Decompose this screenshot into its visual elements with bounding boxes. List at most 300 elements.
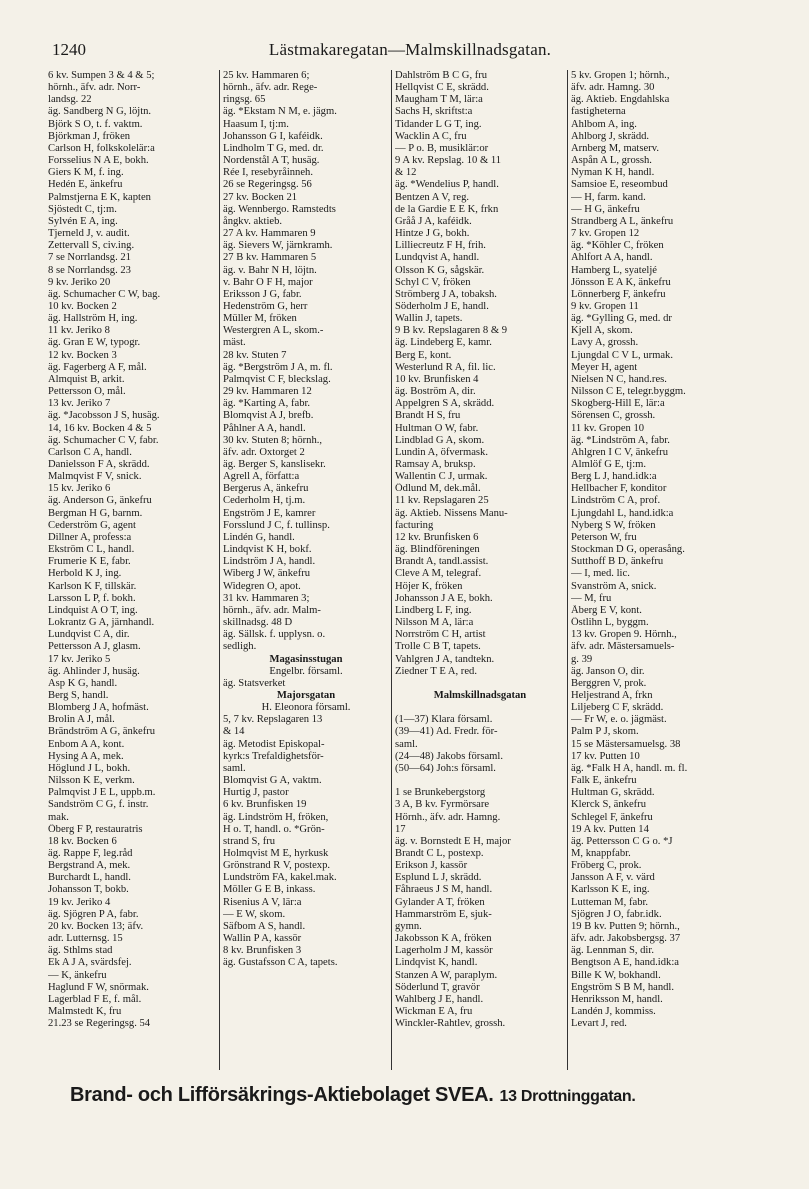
directory-entry: Zettervall S, civ.ing. — [48, 240, 135, 252]
directory-entry: 1 se Brunkebergstorg — [395, 787, 486, 799]
directory-entry: Ljungdal C V L, urmak. — [571, 349, 674, 361]
directory-entry: — H, farm. kand. — [571, 191, 646, 203]
directory-entry: 9 A kv. Repslag. 10 & 11 — [395, 155, 502, 167]
directory-entry: 9 kv. Gropen 11 — [571, 300, 639, 312]
directory-entry: skillnadsg. 48 D — [223, 617, 293, 629]
directory-entry: (24—48) Jakobs församl. — [395, 750, 503, 762]
directory-entry: 13 kv. Gropen 9. Hörnh., — [571, 629, 677, 641]
directory-entry: Brandt C L, postexp. — [395, 848, 484, 859]
directory-entry: — E W, skom. — [223, 908, 286, 920]
directory-entry: Bergstrand A, mek. — [48, 860, 131, 872]
directory-entry: g. 39 — [571, 653, 593, 665]
directory-entry: Östlihn L, byggm. — [571, 617, 649, 629]
directory-entry: Nilsson C E, telegr.byggm. — [571, 386, 686, 398]
directory-entry: Palmqvist J E L, uppb.m. — [48, 787, 156, 799]
directory-entry: Påhlner A A, handl. — [223, 422, 306, 434]
directory-entry: Ahlgren I C V, änkefru — [571, 446, 668, 458]
directory-entry: — H G, änkefru — [571, 203, 640, 215]
directory-entry: Schlegel F, änkefru — [571, 811, 653, 823]
directory-entry: Dillner A, profess:a — [48, 531, 132, 543]
directory-entry: Pettersson A J, glasm. — [48, 641, 141, 653]
advertiser-address: 13 Drottninggatan. — [499, 1088, 636, 1105]
directory-entry: Nordenstål A T, husäg. — [223, 155, 320, 167]
directory-entry: Hedenström G, herr — [223, 300, 308, 312]
directory-entry: Berggren V, prok. — [571, 677, 647, 689]
directory-entry: Sylvén E A, ing. — [48, 215, 118, 227]
directory-entry: Björk S O, t. f. vaktm. — [48, 118, 143, 130]
directory-entry: — M, fru — [571, 592, 612, 604]
directory-entry: Almquist B, arkit. — [48, 373, 125, 385]
directory-entry: 11 kv. Repslagaren 25 — [395, 495, 489, 507]
directory-entry: Nyberg S W, fröken — [571, 519, 656, 531]
directory-entry: äfv. adr. Hamng. 30 — [571, 82, 655, 94]
directory-entry: & 12 — [395, 167, 417, 179]
directory-entry: Wallentin C J, urmak. — [395, 471, 488, 483]
directory-entry: Hellbacher F, konditor — [571, 483, 667, 495]
directory-entry: Öberg F P, restauratris — [48, 823, 143, 835]
directory-entry: Cederholm H, tj.m. — [223, 495, 306, 507]
directory-entry: saml. — [395, 738, 418, 750]
directory-entry: Blomqvist A J, brefb. — [223, 410, 314, 422]
directory-entry: Tjerneld J, v. audit. — [48, 228, 130, 240]
directory-entry: mak. — [48, 811, 69, 823]
directory-entry: Wickman E A, fru — [395, 1006, 473, 1018]
directory-entry: adr. Lutternsg. 15 — [48, 933, 123, 945]
section-heading: Magasinsstugan — [269, 653, 343, 665]
section-heading: Malmskillnadsgatan — [433, 689, 527, 701]
directory-entry: Möller G E B, inkass. — [223, 884, 316, 896]
directory-entry: 19 A kv. Putten 14 — [571, 823, 649, 835]
directory-entry: 10 kv. Brunfisken 4 — [395, 373, 479, 385]
directory-entry: Sjögren J O, fabr.idk. — [571, 908, 662, 920]
directory-entry: Tidander L G T, ing. — [395, 118, 482, 130]
directory-entry: — P o. B, musiklär:or — [395, 142, 489, 154]
directory-entry: facturing — [395, 519, 434, 531]
directory-entry: 11 kv. Gropen 10 — [571, 422, 645, 434]
directory-entry: Gylander A T, fröken — [395, 896, 485, 908]
directory-entry: 12 kv. Bocken 3 — [48, 349, 117, 361]
directory-entry: Lundqvist C A, dir. — [48, 629, 130, 641]
directory-entry: H. Eleonora församl. — [261, 702, 351, 714]
directory-entry: 19 kv. Jeriko 4 — [48, 896, 111, 908]
directory-entry: — I, med. lic. — [571, 568, 630, 580]
directory-entry: Blomqvist G A, vaktm. — [223, 775, 322, 787]
section-heading: Majorsgatan — [276, 689, 336, 701]
directory-entry: Bille K W, bokhandl. — [571, 969, 661, 981]
directory-entry: 28 kv. Stuten 7 — [223, 349, 287, 361]
directory-entry: äg. Sievers W, järnkramh. — [223, 240, 333, 252]
directory-entry: Forsselius N A E, bokh. — [48, 155, 149, 167]
directory-entry: Falk E, änkefru — [571, 775, 637, 787]
directory-entry: Wallin P A, kassör — [223, 933, 302, 945]
directory-entry: Palmqvist C F, bleckslag. — [223, 373, 331, 385]
directory-entry: Lagerholm J M, kassör — [395, 945, 493, 957]
directory-entry: Lindqvist K H, bokf. — [223, 544, 312, 556]
directory-entry: äg. Statsverket — [223, 677, 286, 689]
directory-entry: 12 kv. Brunfisken 6 — [395, 531, 479, 543]
directory-entry: Larsson L P, f. bokh. — [48, 592, 136, 604]
directory-entry: 17 kv. Putten 10 — [571, 750, 640, 762]
directory-entry: Dahlström B C G, fru — [395, 70, 488, 81]
directory-entry: Lilliecreutz F H, frih. — [395, 240, 486, 252]
directory-entry: Johansson T, bokb. — [48, 884, 129, 896]
directory-entry: Sutthoff B D, änkefru — [571, 556, 664, 568]
directory-entry: Nielsen N C, hand.res. — [571, 373, 667, 385]
directory-entry: 20 kv. Bocken 13; äfv. — [48, 920, 144, 932]
directory-entry: äg. Gran E W, typogr. — [48, 337, 141, 349]
directory-entry: Klerck S, änkefru — [571, 799, 647, 811]
directory-entry: Ahlborg J, skrädd. — [571, 130, 650, 142]
directory-entry: Malmqvist F V, snick. — [48, 471, 142, 483]
directory-entry: Palmstjerna E K, kapten — [48, 191, 151, 203]
directory-entry: äg. Aktieb. Nissens Manu- — [395, 507, 508, 519]
directory-entry: Lundqvist A, handl. — [395, 252, 480, 264]
directory-entry: Berg S, handl. — [48, 689, 109, 701]
directory-entry: äg. Boström A, dir. — [395, 386, 476, 398]
directory-entry: äg. Schumacher C V, fabr. — [48, 434, 159, 446]
directory-entry: Ödlund M, dek.mål. — [395, 483, 481, 495]
directory-entry: Asp K G, handl. — [48, 677, 118, 689]
directory-entry: 18 kv. Bocken 6 — [48, 835, 117, 847]
directory-entry: Karlsson K E, ing. — [571, 884, 650, 896]
directory-entry: äg. Metodist Episkopal- — [223, 738, 325, 750]
directory-entry: äg. Gustafsson C A, tapets. — [223, 957, 338, 969]
directory-entry: Wahlberg J E, handl. — [395, 993, 484, 1005]
directory-entry: Jakobsson K A, fröken — [395, 933, 492, 945]
directory-entry: äg. *Gylling G, med. dr — [571, 313, 672, 325]
directory-entry: Brändström A G, änkefru — [48, 726, 156, 738]
directory-entry: Åberg E V, kont. — [571, 604, 642, 616]
directory-entry: v. Bahr O F H, major — [223, 276, 313, 288]
directory-entry: Trolle C B T, tapets. — [395, 641, 481, 653]
directory-entry: Berg E, kont. — [395, 349, 452, 361]
directory-entry: — Fr W, e. o. jägmäst. — [571, 714, 667, 726]
directory-entry: Hellqvist C E, skrädd. — [395, 82, 489, 94]
directory-entry: Haasum I, tj:m. — [223, 118, 289, 130]
directory-entry: Enbom A A, kont. — [48, 738, 125, 750]
directory-entry: Eriksson J G, fabr. — [223, 288, 302, 300]
directory-entry: Sachs H, skriftst:a — [395, 106, 473, 118]
directory-entry: 21.23 se Regeringsg. 54 — [48, 1018, 151, 1030]
directory-entry: Meyer H, agent — [571, 361, 638, 373]
directory-entry: Gråå J A, kaféidk. — [395, 215, 472, 227]
directory-entry: Lindquist A O T, ing. — [48, 604, 138, 616]
column-4 — [567, 70, 776, 1070]
directory-entry: Müller M, fröken — [223, 313, 297, 325]
directory-entry: 31 kv. Hammaren 3; — [223, 592, 310, 604]
directory-entry: Höglund J L, bokh. — [48, 762, 131, 774]
page-title: Lästmakaregatan—Malmskillnadsgatan. — [268, 40, 552, 59]
directory-entry: landsg. 22 — [48, 94, 92, 106]
directory-entry: äg. Hallström H, ing. — [48, 313, 138, 325]
directory-entry: 27 A kv. Hammaren 9 — [223, 228, 316, 240]
directory-entry: 27 kv. Bocken 21 — [223, 191, 298, 203]
directory-entry: 15 kv. Jeriko 6 — [48, 483, 111, 495]
directory-entry: 5, 7 kv. Repslagaren 13 — [223, 714, 323, 726]
directory-entry: Lindqvist K, handl. — [395, 957, 478, 969]
directory-entry: 14, 16 kv. Bocken 4 & 5 — [48, 422, 152, 434]
directory-entry: 8 se Norrlandsg. 23 — [48, 264, 131, 276]
directory-entry: Hultman G, skrädd. — [571, 787, 655, 799]
directory-entry: Ramsay A, bruksp. — [395, 459, 476, 470]
directory-entry: Lindström J A, handl. — [223, 556, 316, 568]
directory-entry: äg. Schumacher C W, bag. — [48, 288, 161, 300]
directory-entry: Strömberg J A, tobaksh. — [395, 288, 497, 300]
directory-entry: äg. Sjögren P A, fabr. — [48, 908, 139, 920]
directory-entry: äg. Sandberg N G, löjtn. — [48, 106, 152, 118]
directory-entry: Johansson G I, kaféidk. — [223, 130, 323, 142]
directory-entry: Lindberg L F, ing. — [395, 604, 472, 616]
directory-entry: & 14 — [223, 726, 245, 738]
directory-entry: Engström J E, kamrer — [223, 507, 316, 519]
directory-entry: Aspån A L, grossh. — [571, 155, 652, 167]
directory-entry: Stanzen A W, paraplym. — [395, 969, 498, 981]
directory-entry: Almlöf G E, tj:m. — [571, 459, 647, 470]
directory-entry: äg. Ahlinder J, husäg. — [48, 665, 140, 677]
directory-entry: Cederström G, agent — [48, 519, 136, 531]
directory-entry: äg. *Falk H A, handl. m. fl. — [571, 762, 688, 774]
directory-entry: 9 kv. Jeriko 20 — [48, 276, 111, 288]
directory-entry: Westerlund R A, fil. lic. — [395, 361, 496, 373]
directory-entry: Burchardt L, handl. — [48, 872, 131, 884]
directory-entry: Ljungdahl L, hand.idk:a — [571, 507, 674, 519]
directory-entry: Rée I, resebyråinneh. — [223, 167, 314, 179]
directory-entry: 8 kv. Brunfisken 3 — [223, 945, 302, 957]
directory-entry: Ek A J A, svärdsfej. — [48, 957, 132, 969]
directory-entry: Haglund F W, snörmak. — [48, 981, 149, 993]
directory-entry: ringsg. 65 — [223, 94, 266, 106]
directory-entry: Esplund L J, skrädd. — [395, 872, 482, 884]
directory-entry: 7 se Norrlandsg. 21 — [48, 252, 131, 264]
directory-entry: hörnh., äfv. adr. Rege- — [223, 82, 318, 94]
directory-entry: äg. v. Bahr N H, löjtn. — [223, 264, 317, 276]
directory-entry: äg. Berger S, kanslisekr. — [223, 459, 326, 470]
directory-entry: äg. *Karting A, fabr. — [223, 398, 311, 410]
directory-entry: Hedén E, änkefru — [48, 179, 123, 191]
directory-entry: M, knappfabr. — [571, 848, 631, 859]
directory-entry: Appelgren S A, skrädd. — [395, 398, 495, 410]
directory-entry: Cleve A M, telegraf. — [395, 568, 482, 580]
directory-entry: äg. Lindeberg E, kamr. — [395, 337, 492, 349]
directory-entry: Hysing A A, mek. — [48, 750, 124, 762]
directory-entry: 30 kv. Stuten 8; hörnh., — [223, 434, 323, 446]
directory-entry: Jönsson E A K, änkefru — [571, 276, 671, 288]
directory-entry: Söderlund T, gravör — [395, 981, 480, 993]
directory-entry: Jansson A F, v. värd — [571, 872, 655, 884]
directory-entry: äg. *Bergström J A, m. fl. — [223, 361, 333, 373]
directory-entry: Sörensen C, grossh. — [571, 410, 656, 422]
directory-entry: äfv. adr. Mästersamuels- — [571, 641, 675, 653]
directory-entry: 15 se Mästersamuelsg. 38 — [571, 738, 681, 750]
directory-entry: Blomberg J A, hofmäst. — [48, 702, 149, 714]
directory-entry: 11 kv. Jeriko 8 — [48, 325, 110, 337]
directory-entry: 3 A, B kv. Fyrmörsare — [395, 799, 490, 811]
directory-entry: saml. — [223, 762, 246, 774]
directory-entry: Carlson H, folkskolelär:a — [48, 142, 155, 154]
directory-entry: Olsson K G, sågskär. — [395, 264, 485, 276]
directory-entry: äfv. adr. Jakobsbergsg. 37 — [571, 933, 681, 945]
directory-entry: Samsioe E, reseombud — [571, 179, 668, 191]
directory-entry: mäst. — [223, 337, 246, 349]
directory-entry: Frumerie K E, fabr. — [48, 556, 131, 568]
column-1 — [48, 70, 219, 1070]
directory-entry: Palm P J, skom. — [571, 726, 639, 738]
directory-entry: Strandberg A L, änkefru — [571, 215, 674, 227]
directory-entry: Landén J, kommiss. — [571, 1006, 656, 1018]
directory-entry: (39—41) Ad. Fredr. för- — [395, 726, 498, 738]
directory-entry: Fåhraeus J S M, handl. — [395, 884, 493, 896]
directory-entry: Vahlgren J A, tandtekn. — [395, 653, 495, 665]
directory-entry: Lundström FA, kakel.mak. — [223, 872, 337, 884]
directory-entry: ångkv. aktieb. — [223, 215, 283, 227]
directory-entry: Winckler-Rahtlev, grossh. — [395, 1018, 506, 1030]
directory-entry: 26 se Regeringsg. 56 — [223, 179, 312, 191]
directory-entry: Lindén G, handl. — [223, 531, 295, 543]
directory-entry: äg. Lindström H, fröken, — [223, 811, 329, 823]
directory-entry: Nilsson M A, lär:a — [395, 617, 474, 629]
directory-entry: Erikson J, kassör — [395, 860, 468, 872]
directory-entry: 13 kv. Jeriko 7 — [48, 398, 111, 410]
column-3 — [391, 70, 567, 1070]
directory-entry: Hörnh., äfv. adr. Hamng. — [395, 811, 501, 823]
directory-entry: 17 — [395, 823, 406, 835]
directory-entry: Risenius A V, lär:a — [223, 896, 302, 908]
directory-columns — [48, 70, 776, 1070]
directory-entry — [395, 775, 565, 787]
directory-entry: Lönnerberg F, änkefru — [571, 288, 666, 300]
directory-entry: 25 kv. Hammaren 6; — [223, 70, 310, 81]
directory-entry: Brandt A, tandl.assist. — [395, 556, 489, 568]
directory-entry: Heljestrand A, frkn — [571, 689, 653, 701]
directory-entry: Maugham T M, lär:a — [395, 94, 483, 106]
directory-entry: Fröberg C, prok. — [571, 860, 642, 872]
directory-entry: Wiberg J W, änkefru — [223, 568, 311, 580]
directory-entry: strand S, fru — [223, 835, 276, 847]
directory-entry: Svanström A, snick. — [571, 580, 657, 592]
directory-entry: Lundin A, öfvermask. — [395, 446, 488, 458]
directory-entry: äg. Rappe F, leg.råd — [48, 848, 133, 859]
directory-entry: Lagerblad F E, f. mål. — [48, 993, 142, 1005]
column-2 — [219, 70, 391, 1070]
directory-entry: Norrström C H, artist — [395, 629, 486, 641]
directory-entry: äg. *Jacobsson J S, husäg. — [48, 410, 160, 422]
directory-entry: Bergerus A, änkefru — [223, 483, 309, 495]
directory-entry: Giers K M, f. ing. — [48, 167, 124, 179]
directory-entry: äg. Lennman S, dir. — [571, 945, 654, 957]
directory-entry: Söderholm J E, handl. — [395, 300, 489, 312]
directory-entry: Skogberg-Hill E, lär:a — [571, 398, 665, 410]
directory-entry: Lokrantz G A, järnhandl. — [48, 617, 155, 629]
directory-entry: Westergren A L, skom.- — [223, 325, 324, 337]
directory-entry: Henriksson M, handl. — [571, 993, 663, 1005]
page-header — [50, 40, 770, 64]
directory-entry: äg. Wennbergo. Ramstedts — [223, 203, 336, 215]
directory-entry: Bergman H G, barnm. — [48, 507, 143, 519]
directory-entry: Widegren O, apot. — [223, 580, 301, 592]
directory-entry: äg. Blindföreningen — [395, 544, 480, 556]
directory-entry: kyrk:s Trefaldighetsför- — [223, 750, 324, 762]
directory-entry: äg. Pettersson C G o. *J — [571, 835, 673, 847]
directory-entry: Hultman O W, fabr. — [395, 422, 479, 434]
directory-entry: Nilsson K E, verkm. — [48, 775, 135, 787]
directory-entry: Ahlbom A, ing. — [571, 118, 637, 130]
directory-entry: Ekström C L, handl. — [48, 544, 135, 556]
directory-entry: äg. *Lindström A, fabr. — [571, 434, 670, 446]
directory-entry: — K, änkefru — [48, 969, 107, 981]
directory-entry: 29 kv. Hammaren 12 — [223, 386, 312, 398]
directory-entry: äg. Sthlms stad — [48, 945, 113, 957]
directory-entry: 6 kv. Sumpen 3 & 4 & 5; — [48, 70, 155, 81]
directory-entry: äg. Anderson G, änkefru — [48, 495, 152, 507]
directory-entry: Hurtig J, pastor — [223, 787, 289, 799]
directory-entry: äg. *Ekstam N M, e. jägm. — [223, 106, 337, 118]
directory-entry: Bentzen A V, reg. — [395, 191, 470, 203]
directory-entry: Björkman J, fröken — [48, 130, 131, 142]
advertisement-footer — [70, 1084, 770, 1114]
directory-entry: Engelbr. församl. — [269, 665, 343, 677]
directory-entry: Lavy A, grossh. — [571, 337, 639, 349]
directory-entry: Sjöstedt C, tj:m. — [48, 203, 117, 215]
directory-entry: hörnh., äfv. adr. Malm- — [223, 604, 321, 616]
directory-entry: Arnberg M, matserv. — [571, 142, 659, 154]
directory-entry: 6 kv. Brunfisken 19 — [223, 799, 307, 811]
directory-entry: hörnh., äfv. adr. Norr- — [48, 82, 141, 94]
directory-entry: 5 kv. Gropen 1; hörnh., — [571, 70, 670, 81]
directory-entry: äg. Janson O, dir. — [571, 665, 645, 677]
directory-entry: Pettersson O, mål. — [48, 386, 126, 398]
directory-entry: (1—37) Klara församl. — [395, 714, 493, 726]
directory-entry: Hammarström E, sjuk- — [395, 908, 492, 920]
directory-entry: äfv. adr. Oxtorget 2 — [223, 446, 305, 458]
directory-entry: Engström S B M, handl. — [571, 981, 674, 993]
directory-entry: Ahlfort A A, handl. — [571, 252, 653, 264]
directory-entry: Brolin A J, mål. — [48, 714, 115, 726]
advertiser-name: Brand- och Lifförsäkrings-Aktiebolaget SVEA. — [70, 1084, 494, 1106]
directory-entry: Schyl C V, fröken — [395, 276, 471, 288]
directory-entry: Nyman K H, handl. — [571, 167, 655, 179]
directory-entry: Levart J, red. — [571, 1018, 627, 1030]
directory-entry: Hamberg L, syateljé — [571, 264, 657, 276]
directory-entry: Brandt H S, fru — [395, 410, 461, 422]
directory-entry: Bengtson A E, hand.idk:a — [571, 957, 679, 969]
directory-entry: Ziedner T E A, red. — [395, 665, 477, 677]
directory-entry: Lindström C A, prof. — [571, 495, 661, 507]
directory-entry: Herbold K J, ing. — [48, 568, 122, 580]
directory-entry: äg. Aktieb. Engdahlska — [571, 94, 670, 106]
directory-entry: äg. Fagerberg A F, mål. — [48, 361, 147, 373]
directory-entry: Sandström C G, f. instr. — [48, 799, 149, 811]
directory-entry: äg. *Wendelius P, handl. — [395, 179, 499, 191]
directory-entry: Liljeberg C F, skrädd. — [571, 702, 664, 714]
directory-entry: äg. v. Bornstedt E H, major — [395, 835, 511, 847]
page-number: 1240 — [52, 40, 86, 59]
directory-entry: de la Gardie E E K, frkn — [395, 203, 499, 215]
directory-entry: Johansson J A E, bokh. — [395, 592, 493, 604]
directory-entry: Peterson W, fru — [571, 531, 637, 543]
directory-entry: Malmstedt K, fru — [48, 1006, 122, 1018]
directory-entry: Kjell A, skom. — [571, 325, 633, 337]
directory-entry: sedligh. — [223, 641, 257, 653]
directory-entry: Stockman D G, operasång. — [571, 544, 685, 556]
directory-entry: 9 B kv. Repslagaren 8 & 9 — [395, 325, 507, 337]
directory-entry: 7 kv. Gropen 12 — [571, 228, 640, 240]
directory-entry: Wallin J, tapets. — [395, 313, 463, 325]
directory-entry: Lindholm T G, med. dr. — [223, 142, 324, 154]
directory-entry: 10 kv. Bocken 2 — [48, 300, 117, 312]
directory-entry: Hintze J G, bokh. — [395, 228, 470, 240]
directory-entry: 19 B kv. Putten 9; hörnh., — [571, 920, 680, 932]
directory-entry: Holmqvist M E, hyrkusk — [223, 848, 329, 859]
